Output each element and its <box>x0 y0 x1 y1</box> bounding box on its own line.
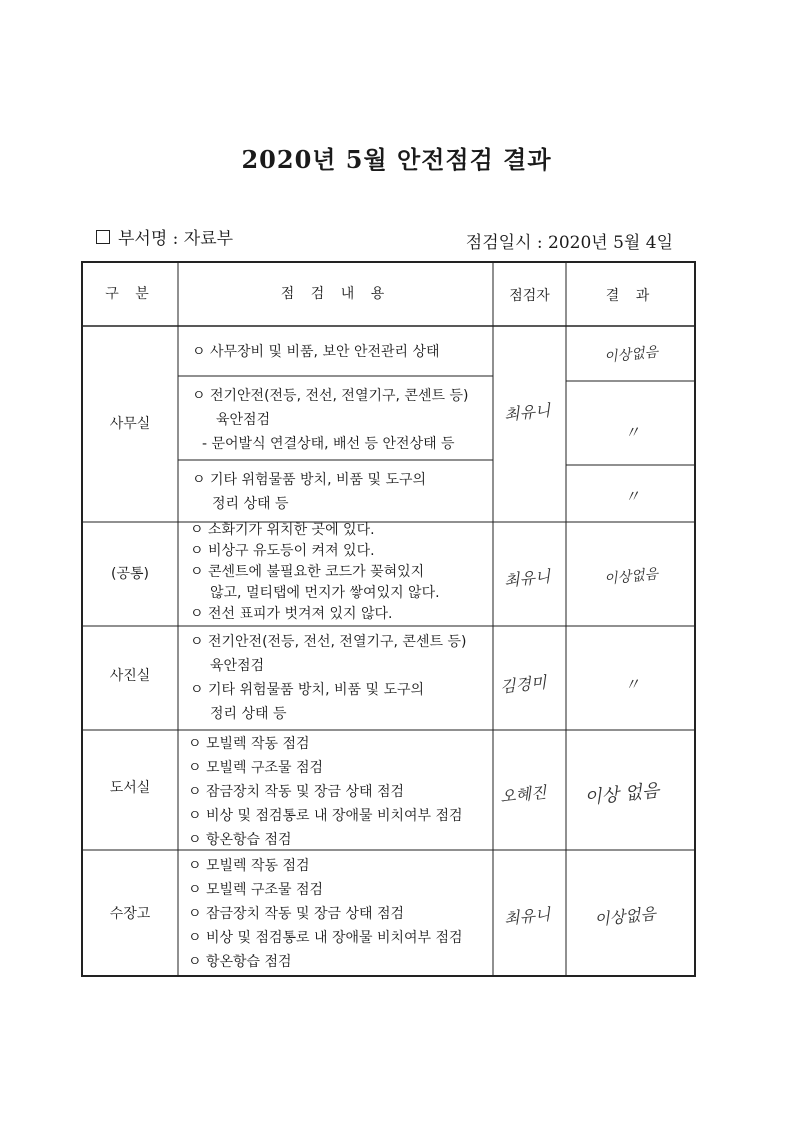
content-line: 육안점검 <box>210 658 265 674</box>
office-item-2 <box>192 384 468 456</box>
content-line: 정리 상태 등 <box>212 496 289 512</box>
inspector-signature: 최유니 <box>503 400 552 425</box>
header-category: 구 분 <box>105 286 155 302</box>
department-label: 부서명 : 자료부 <box>118 229 234 249</box>
inspection-date: 점검일시 : 2020년 5월 4일 <box>465 233 673 253</box>
content-line: ㅇ 모빌렉 구조물 점검 <box>188 760 324 776</box>
category-office: 사무실 <box>109 416 151 432</box>
header-inspector: 점검자 <box>509 288 550 304</box>
content-line: ㅇ 전기안전(전등, 전선, 전열기구, 콘센트 등) <box>190 634 467 650</box>
content-line: ㅇ 항온항습 점검 <box>188 954 292 970</box>
content-line: ㅇ 비상구 유도등이 켜져 있다. <box>190 543 375 559</box>
content-line: ㅇ 전선 표피가 벗겨져 있지 않다. <box>190 606 393 622</box>
content-line: ㅇ 항온항습 점검 <box>188 832 292 848</box>
common-items <box>190 520 440 625</box>
content-line: ㅇ 소화기가 위치한 곳에 있다. <box>190 522 375 538</box>
content-line: ㅇ 전기안전(전등, 전선, 전열기구, 콘센트 등) <box>192 388 469 404</box>
result-signature: 이상 없음 <box>583 780 661 809</box>
result-signature: 이상없음 <box>603 566 659 588</box>
content-line: ㅇ 모빌렉 작동 점검 <box>188 736 310 752</box>
office-item-1 <box>192 340 440 364</box>
header-result: 결 과 <box>605 288 656 304</box>
result-ditto: 〃 <box>623 486 642 507</box>
office-item-3 <box>192 468 426 516</box>
content-line: 육안점검 <box>216 412 271 428</box>
content-line: ㅇ 기타 위험물품 방치, 비품 및 도구의 <box>192 472 427 488</box>
content-line: - 문어발식 연결상태, 배선 등 안전상태 등 <box>202 436 455 452</box>
inspector-signature: 김경미 <box>499 672 548 697</box>
storage-items <box>188 854 463 974</box>
library-items <box>188 732 463 852</box>
inspector-signature: 최유니 <box>503 566 552 591</box>
content-line: ㅇ 모빌렉 작동 점검 <box>188 858 310 874</box>
photo-room-items <box>190 630 466 726</box>
category-library: 도서실 <box>109 780 151 796</box>
result-signature: 이상없음 <box>603 344 659 366</box>
inspector-signature: 오혜진 <box>499 782 548 807</box>
content-line: 정리 상태 등 <box>210 706 287 722</box>
content-line: ㅇ 비상 및 점검통로 내 장애물 비치여부 점검 <box>188 808 463 824</box>
content-line: ㅇ 비상 및 점검통로 내 장애물 비치여부 점검 <box>188 930 463 946</box>
content-line: ㅇ 잠금장치 작동 및 장금 상태 점검 <box>188 784 405 800</box>
header-content: 점 검 내 용 <box>280 286 391 302</box>
category-storage: 수장고 <box>109 906 151 922</box>
inspector-signature: 최유니 <box>503 904 552 929</box>
content-line: ㅇ 모빌렉 구조물 점검 <box>188 882 324 898</box>
content-line: ㅇ 사무장비 및 비품, 보안 안전관리 상태 <box>192 344 440 360</box>
content-line: ㅇ 잠금장치 작동 및 장금 상태 점검 <box>188 906 405 922</box>
result-signature: 이상없음 <box>593 903 657 930</box>
page-title: 2020년 5월 안전점검 결과 <box>241 145 552 174</box>
result-ditto: 〃 <box>623 422 642 443</box>
content-line: ㅇ 콘센트에 불필요한 코드가 꽂혀있지 <box>190 564 425 580</box>
category-photo-room: 사진실 <box>109 668 151 684</box>
result-ditto: 〃 <box>623 674 642 695</box>
content-line: 않고, 멀티탭에 먼지가 쌓여있지 않다. <box>210 585 440 601</box>
category-common: (공통) <box>111 566 149 582</box>
content-line: ㅇ 기타 위험물품 방치, 비품 및 도구의 <box>190 682 425 698</box>
